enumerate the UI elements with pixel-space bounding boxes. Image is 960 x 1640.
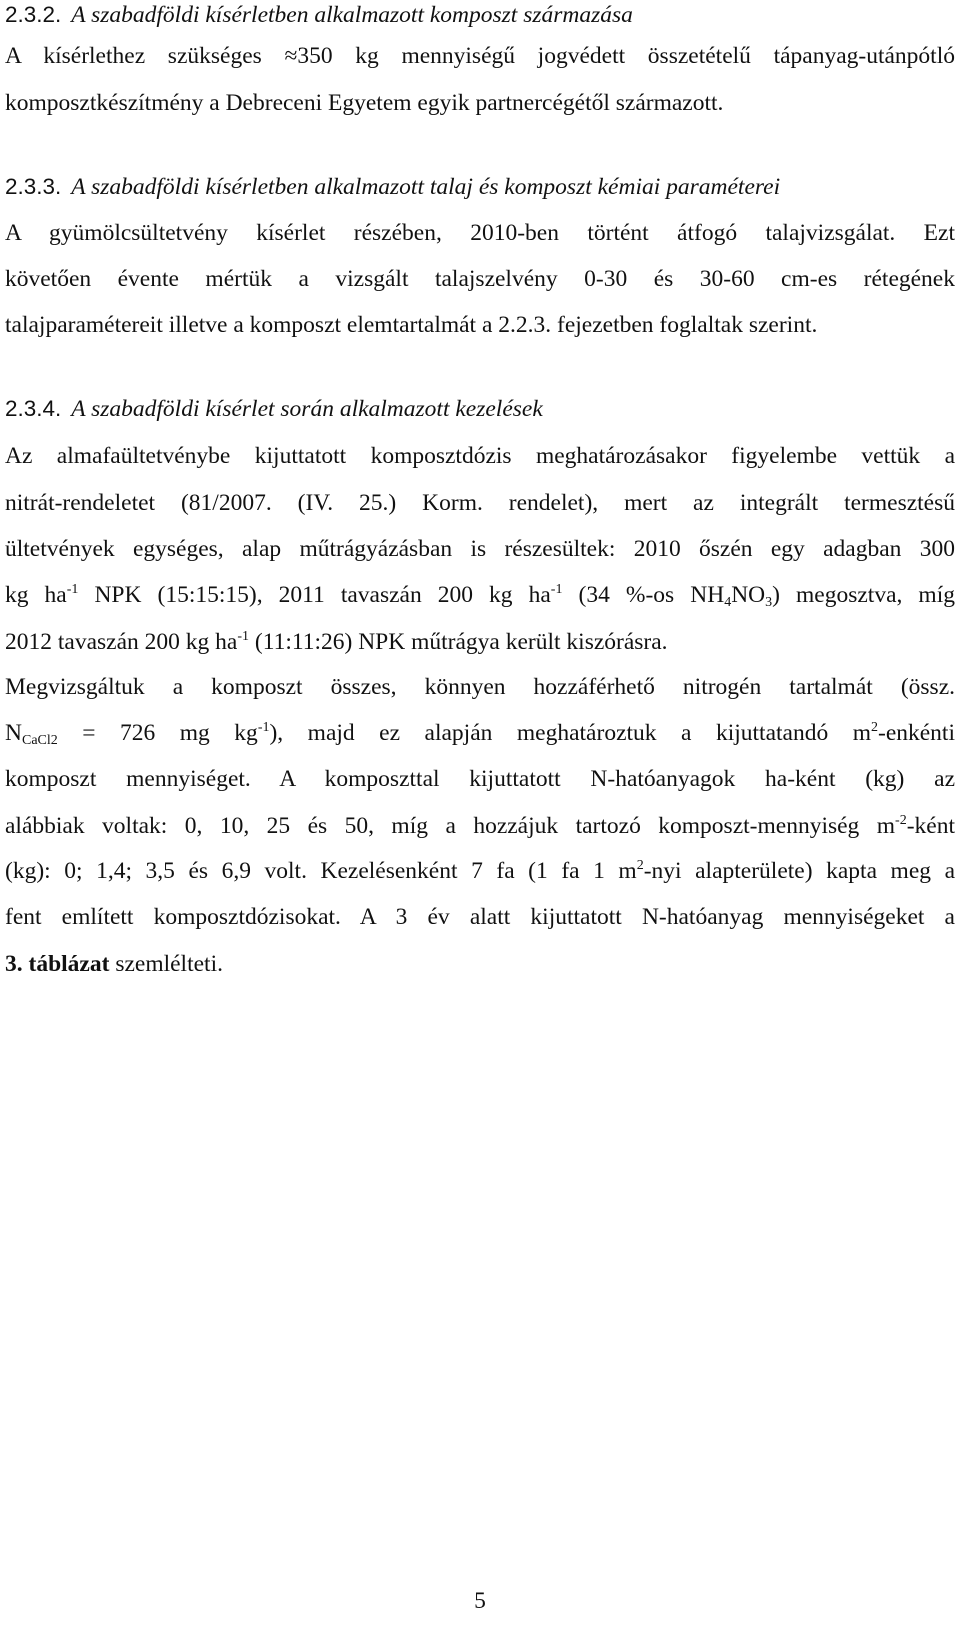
paragraph-line: Az almafaültetvénybe kijuttatott komposztdózis meghatározásakor figyelembe vettük a <box>5 443 955 469</box>
section-number: 2.3.3. <box>5 174 62 199</box>
section-number: 2.3.4. <box>5 396 62 421</box>
paragraph-line-with-formula: kg $ha^{-1}$ NPK (15:15:15), 2011 tavaszán 200 kg $ha^{-1}$ (34 %-os $NH_4NO_3$) megosztva, míg <box>5 582 955 610</box>
paragraph-line-with-formula: alábbiak voltak: 0, 10, 25 és 50, míg a hozzájuk tartozó komposzt-mennyiség $m^{-2}$-ként <box>5 813 955 839</box>
paragraph-line: komposzt mennyiséget. A komposzttal kijuttatott N-hatóanyagok ha-ként (kg) az <box>5 766 955 792</box>
section-heading-2-3-3 <box>5 176 955 200</box>
paragraph-line: Megvizsgáltuk a komposzt összes, könnyen hozzáférhető nitrogén tartalmát (össz. <box>5 674 955 700</box>
paragraph-line-with-formula: (kg): 0; 1,4; 3,5 és 6,9 volt. Kezelésenként 7 fa (1 fa 1 $m^2$-nyi alapterülete) kapta meg a <box>5 858 955 884</box>
section-number: 2.3.2. <box>5 2 62 27</box>
paragraph-line-with-formula: $N_{CaCl2} = 726$ mg $kg^{-1}$), majd ez alapján meghatároztuk a kijuttatandó $m^2$-enkénti <box>5 720 955 748</box>
paragraph-line: követően évente mértük a vizsgált talajszelvény 0-30 és 30-60 cm-es rétegének <box>5 266 955 292</box>
paragraph-line: ültetvények egységes, alap műtrágyázásban is részesültek: 2010 őszén egy adagban 300 <box>5 536 955 562</box>
paragraph-line-with-formula: 2012 tavaszán 200 kg $ha^{-1}$ (11:11:26) NPK műtrágya került kiszórásra. <box>5 629 668 655</box>
section-heading-2-3-2 <box>5 4 955 28</box>
paragraph-line: A kísérlethez szükséges ≈350 kg mennyiségű jogvédett összetételű tápanyag-utánpótló <box>5 43 955 69</box>
paragraph-line: talajparamétereit illetve a komposzt elemtartalmát a 2.2.3. fejezetben foglaltak szerint. <box>5 312 818 338</box>
paragraph-line: komposztkészítmény a Debreceni Egyetem egyik partnercégétől származott. <box>5 90 724 116</box>
page-number: 5 <box>474 1588 486 1614</box>
section-title: A szabadföldi kísérletben alkalmazott talaj és komposzt kémiai paraméterei <box>71 174 781 200</box>
paragraph-line: 3. táblázat szemlélteti. <box>5 951 223 977</box>
section-heading-2-3-4 <box>5 398 955 422</box>
paragraph-line: A gyümölcsültetvény kísérlet részében, 2010-ben történt átfogó talajvizsgálat. Ezt <box>5 220 955 246</box>
section-title: A szabadföldi kísérlet során alkalmazott kezelések <box>71 396 543 422</box>
paragraph-line: fent említett komposztdózisokat. A 3 év alatt kijuttatott N-hatóanyag mennyiségeket a <box>5 904 955 930</box>
table-reference: 3. táblázat <box>5 951 110 977</box>
paragraph-line: nitrát-rendeletet (81/2007. (IV. 25.) Korm. rendelet), mert az integrált termesztésű <box>5 490 955 516</box>
section-title: A szabadföldi kísérletben alkalmazott komposzt származása <box>71 2 633 28</box>
